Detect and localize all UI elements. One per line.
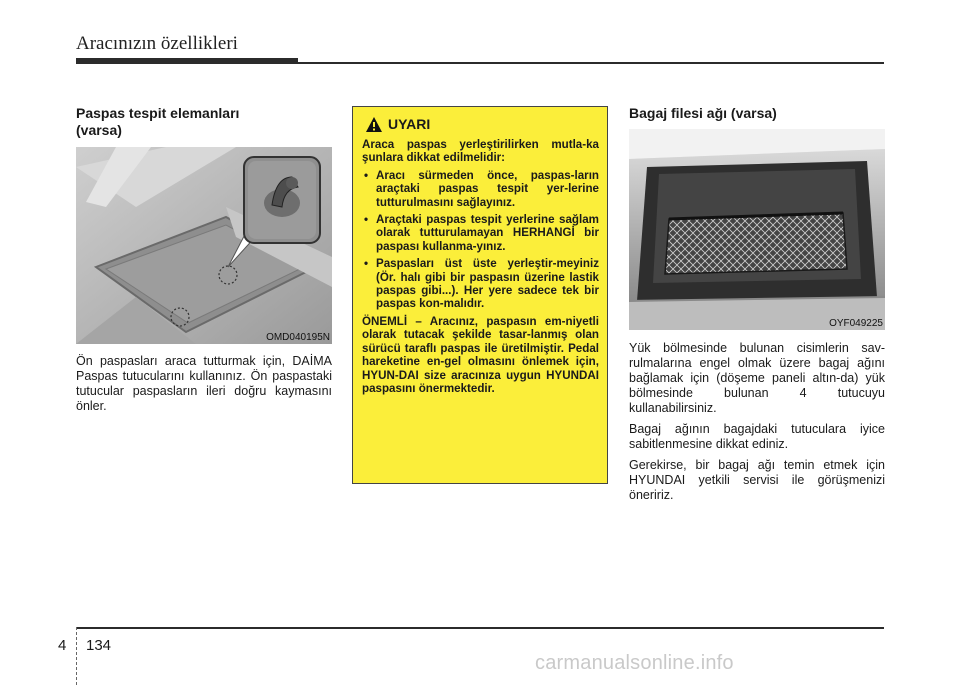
watermark: carmanualsonline.info bbox=[535, 652, 734, 674]
cargo-net-body bbox=[629, 341, 885, 509]
footer-divider bbox=[76, 627, 78, 685]
floor-mat-figure bbox=[76, 147, 332, 344]
warning-important: ÖNEMLİ – Aracınız, paspasın em-niyetli olarak tutacak şekilde tasar-lanmış olan sürücü taraflı paspas ile üretilmiştir. Pedal hareketine en-gel olmasını önlemek için, HYUN-DAI size aracınıza uygun HYUNDAI paspasını önermektedir. bbox=[362, 314, 599, 395]
header-rule-thin bbox=[298, 62, 884, 64]
cargo-net-figure-code: OYF049225 bbox=[829, 318, 883, 329]
cargo-net-figure bbox=[629, 129, 885, 330]
footer-rule bbox=[76, 627, 884, 629]
page-header-title: Aracınızın özellikleri bbox=[76, 33, 238, 54]
warning-bullet: • Paspasları üst üste yerleştir-meyiniz (Ör. halı gibi bir paspasın üzerine lastik paspas gibi...). Her yere sadece tek bir paspas kon-malıdır. bbox=[362, 257, 599, 311]
warning-header bbox=[362, 117, 599, 132]
section-number: 4 bbox=[58, 637, 67, 654]
warning-bullet: • Araçtaki paspas tespit yerlerine sağlam olarak tutturulamayan HERHANGİ bir paspası kullanma-yınız. bbox=[362, 213, 599, 253]
warning-box bbox=[352, 106, 608, 484]
floor-mat-illustration bbox=[76, 147, 332, 344]
cargo-net-illustration bbox=[629, 129, 885, 330]
cargo-net-title: Bagaj filesi ağı (varsa) bbox=[629, 105, 777, 121]
floor-mat-anchor-title-line1: Paspas tespit elemanları bbox=[76, 105, 240, 121]
warning-list bbox=[362, 169, 599, 311]
page-number: 134 bbox=[86, 637, 112, 654]
warning-triangle-icon bbox=[366, 117, 382, 132]
warning-label: UYARI bbox=[388, 115, 431, 132]
cargo-net-paragraph: Gerekirse, bir bagaj ağı temin etmek için HYUNDAI yetkili servisi ile görüşmenizi öneririz. bbox=[629, 458, 885, 502]
cargo-net-paragraph: Yük bölmesinde bulunan cisimlerin sav-rulmalarına engel olmak üzere bagaj ağını bağlamak için (döşeme paneli altın-da) yük bölmesinde bulunan 4 tutucuyu kullanabilirsiniz. bbox=[629, 341, 885, 415]
floor-mat-figure-code: OMD040195N bbox=[266, 332, 330, 343]
warning-intro: Araca paspas yerleştirilirken mutla-ka şunlara dikkat edilmelidir: bbox=[362, 138, 599, 165]
floor-mat-anchor-title bbox=[76, 105, 336, 139]
warning-bullet: • Aracı sürmeden önce, paspas-ların araçtaki paspas tespit yer-lerine tutturulmasını sağlayınız. bbox=[362, 169, 599, 209]
floor-mat-body: Ön paspasları araca tutturmak için, DAİMA Paspas tutucularını kullanınız. Ön paspastaki tutucular paspasların ileri doğru kaymasını önler. bbox=[76, 354, 332, 413]
header-rule-thick bbox=[76, 58, 298, 64]
floor-mat-anchor-title-line2: (varsa) bbox=[76, 122, 122, 138]
cargo-net-paragraph: Bagaj ağının bagajdaki tutuculara iyice sabitlenmesine dikkat ediniz. bbox=[629, 422, 885, 451]
